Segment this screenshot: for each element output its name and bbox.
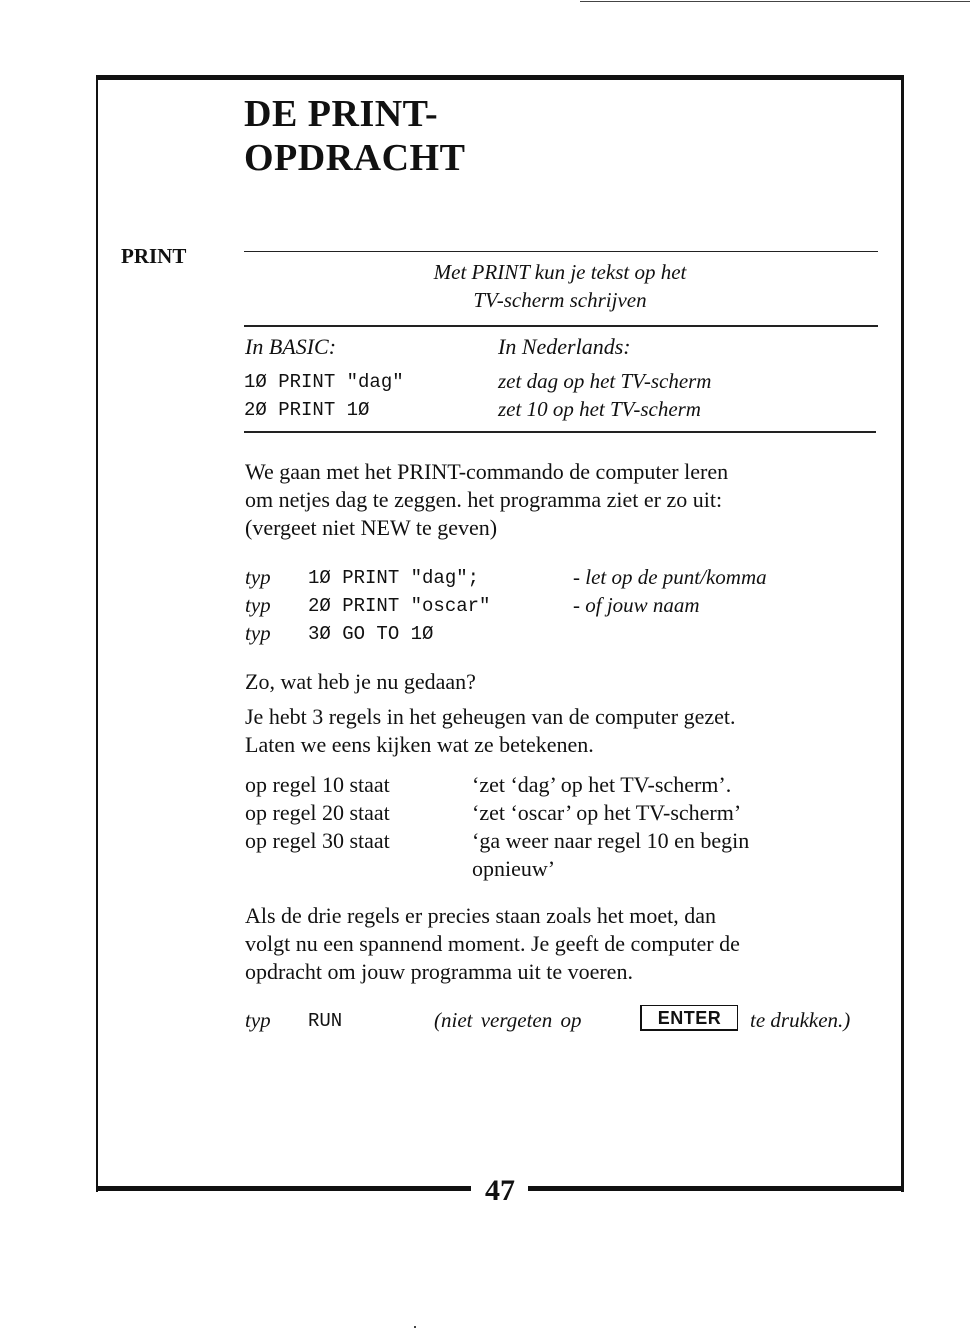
line-meaning: ‘zet ‘oscar’ op het TV-scherm’ [472, 800, 742, 825]
line-meaning: ‘zet ‘dag’ op het TV-scherm’. [472, 772, 732, 797]
line-meaning: ‘ga weer naar regel 10 en begin [472, 828, 750, 853]
column-heading-basic: In BASIC: [245, 334, 337, 359]
program-code-line: 2Ø PRINT "oscar" [308, 595, 491, 617]
frame-top-border [96, 75, 904, 80]
closing-line: Als de drie regels er precies staan zoals het moet, dan [245, 903, 716, 928]
program-code-line: 3Ø GO TO 1Ø [308, 623, 434, 645]
program-note: - let op de punt/komma [573, 565, 767, 589]
explanation-paragraph [245, 703, 885, 759]
run-note: (niet vergeten op [434, 1008, 582, 1032]
page-number: 47 [485, 1174, 515, 1207]
closing-line: opdracht om jouw programma uit te voeren. [245, 959, 633, 984]
frame-bottom-border-right [528, 1186, 904, 1191]
typ-prefix: typ [245, 1008, 271, 1032]
box-translation-line: zet dag op het TV-scherm [498, 369, 712, 393]
margin-keyword: PRINT [121, 244, 187, 268]
box-translation-line: zet 10 op het TV-scherm [498, 397, 701, 421]
column-heading-dutch: In Nederlands: [498, 334, 631, 359]
line-label: op regel 10 staat [245, 772, 390, 797]
page-title-line-2: OPDRACHT [244, 137, 466, 179]
line-meaning-continued: opnieuw’ [472, 856, 556, 881]
frame-bottom-border-left [96, 1186, 471, 1191]
line-label: op regel 30 staat [245, 828, 390, 853]
box-code-line: 2Ø PRINT 1Ø [244, 399, 370, 421]
question-line: Zo, wat heb je nu gedaan? [245, 669, 476, 694]
frame-left-border [96, 75, 98, 1192]
box-top-rule [244, 251, 878, 252]
run-note-end: te drukken.) [750, 1008, 851, 1032]
program-note: - of jouw naam [573, 593, 700, 617]
frame-right-border [901, 75, 904, 1192]
intro-line: We gaan met het PRINT-commando de computer leren [245, 459, 729, 484]
run-command: RUN [308, 1010, 343, 1032]
typ-prefix: typ [245, 621, 271, 645]
box-bottom-rule [244, 431, 876, 433]
closing-paragraph [245, 902, 885, 986]
intro-paragraph [245, 458, 885, 542]
line-label: op regel 20 staat [245, 800, 390, 825]
typ-prefix: typ [245, 565, 271, 589]
box-code-line: 1Ø PRINT "dag" [244, 371, 404, 393]
enter-key-icon: ENTER [640, 1005, 738, 1031]
box-caption-line-1: Met PRINT kun je tekst op het [433, 260, 687, 284]
explanation-line: Je hebt 3 regels in het geheugen van de computer gezet. [245, 704, 736, 729]
page-title [244, 92, 744, 180]
box-middle-rule [244, 325, 878, 327]
top-edge-line [580, 1, 970, 2]
closing-line: volgt nu een spannend moment. Je geeft de computer de [245, 931, 740, 956]
scan-speck [414, 1326, 416, 1328]
intro-line: om netjes dag te zeggen. het programma ziet er zo uit: [245, 487, 723, 512]
box-caption-line-2: TV-scherm schrijven [473, 288, 647, 312]
program-code-line: 1Ø PRINT "dag"; [308, 567, 480, 589]
explanation-line: Laten we eens kijken wat ze betekenen. [245, 732, 594, 757]
intro-line: (vergeet niet NEW te geven) [245, 515, 498, 540]
page-title-line-1: DE PRINT- [244, 93, 439, 135]
typ-prefix: typ [245, 593, 271, 617]
box-caption [380, 258, 740, 314]
